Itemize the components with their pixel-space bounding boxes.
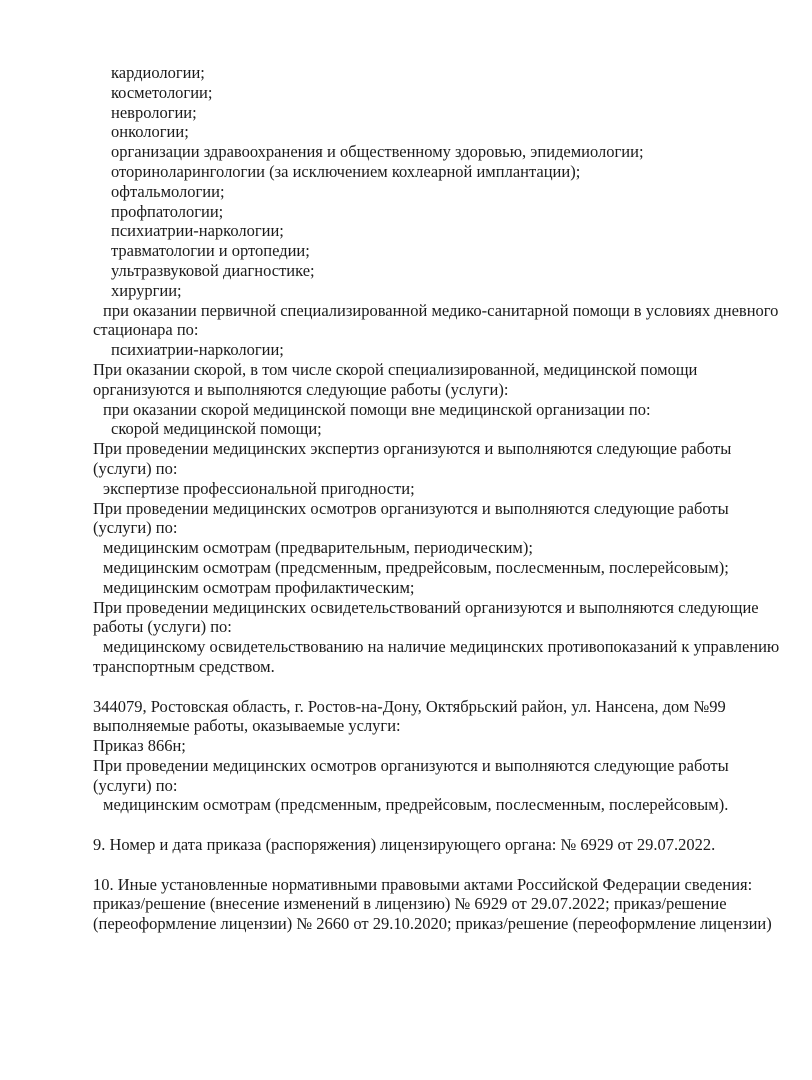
text-line: (услуги) по: (93, 518, 178, 538)
text-line: работы (услуги) по: (93, 617, 232, 637)
text-line: онкологии; (111, 122, 189, 142)
text-line: медицинским осмотрам (предсменным, предрейсовым, послесменным, послерейсовым); (103, 557, 729, 577)
text-line (93, 815, 772, 835)
text-line: кардиологии; (111, 63, 205, 82)
text-line: скорой медицинской помощи; (111, 419, 322, 439)
text-line: медицинским осмотрам профилактическим; (103, 577, 415, 597)
text-line: При проведении медицинских освидетельствований организуются и выполняются следующие (93, 597, 759, 617)
text-line: При проведении медицинских экспертиз организуются и выполняются следующие работы (93, 439, 732, 459)
text-line: стационара по: (93, 320, 199, 340)
text-line: При оказании скорой, в том числе скорой специализированной, медицинской помощи (93, 359, 698, 379)
text-line: психиатрии-наркологии; (111, 340, 284, 360)
text-line: организуются и выполняются следующие работы (услуги): (93, 379, 509, 399)
text-line: хирургии; (111, 280, 182, 300)
text-line: косметологии; (111, 82, 213, 102)
license-text-block (93, 63, 780, 934)
text-line: профпатологии; (111, 201, 224, 221)
text-line (93, 677, 772, 697)
text-line: психиатрии-наркологии; (111, 221, 284, 241)
text-line: (услуги) по: (93, 775, 178, 795)
text-line (93, 855, 772, 875)
text-line: неврологии; (111, 102, 197, 122)
text-line: При проведении медицинских осмотров организуются и выполняются следующие работы (93, 498, 729, 518)
text-line: при оказании первичной специализированной медико-санитарной помощи в условиях дневного (103, 300, 779, 320)
text-line: (услуги) по: (93, 458, 178, 478)
text-line: медицинскому освидетельствованию на наличие медицинских противопоказаний к управлению (103, 637, 780, 657)
text-line: офтальмологии; (111, 181, 225, 201)
text-line: При проведении медицинских осмотров организуются и выполняются следующие работы (93, 755, 729, 775)
text-line: организации здравоохранения и общественному здоровью, эпидемиологии; (111, 142, 644, 162)
text-line: медицинским осмотрам (предварительным, периодическим); (103, 538, 533, 558)
text-line: медицинским осмотрам (предсменным, предрейсовым, послесменным, послерейсовым). (103, 795, 729, 815)
text-line: 10. Иные установленные нормативными правовыми актами Российской Федерации сведения: (93, 874, 753, 894)
text-line: при оказании скорой медицинской помощи вне медицинской организации по: (103, 399, 651, 419)
text-line: (переоформление лицензии) № 2660 от 29.10.2020; приказ/решение (переоформление лицензии) (93, 914, 772, 934)
text-line: ультразвуковой диагностике; (111, 260, 315, 280)
text-line: 9. Номер и дата приказа (распоряжения) лицензирующего органа: № 6929 от 29.07.2022. (93, 835, 716, 855)
text-line: оториноларингологии (за исключением кохлеарной имплантации); (111, 161, 581, 181)
text-line: транспортным средством. (93, 656, 275, 676)
text-line: 344079, Ростовская область, г. Ростов-на-Дону, Октябрьский район, ул. Нансена, дом №99 (93, 696, 726, 716)
text-line: приказ/решение (внесение изменений в лицензию) № 6929 от 29.07.2022; приказ/решение (93, 894, 727, 914)
text-line: травматологии и ортопедии; (111, 241, 310, 261)
text-line: Приказ 866н; (93, 736, 186, 756)
text-line: выполняемые работы, оказываемые услуги: (93, 716, 401, 736)
text-line: экспертизе профессиональной пригодности; (103, 478, 415, 498)
